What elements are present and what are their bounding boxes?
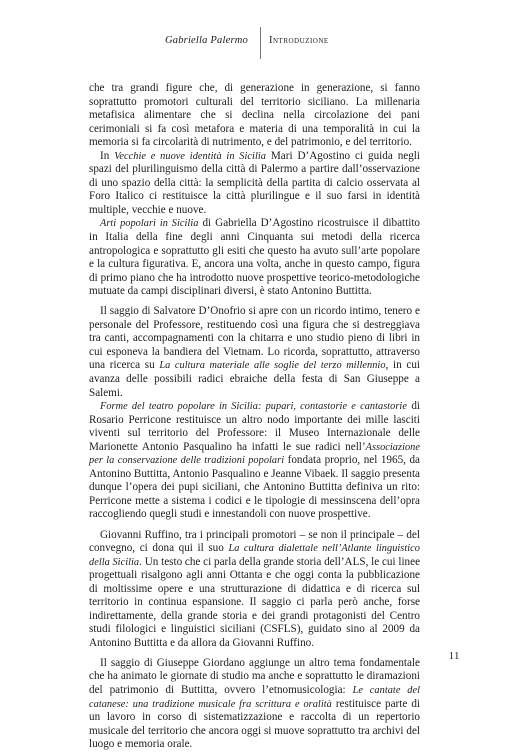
paragraph-4: Il saggio di Salvatore D’Onofrio si apre con un ricordo intimo, tenero e personale del Professore, restituendo così una figura che si destreggiava tra canti, accompagnamenti con la chitarra e uno studio pieno di libri in cui esponeva la bandiera del Vietnam. Lo ricorda, soprattutto, attraverso una ricerca su La cultura materiale alle soglie del terzo millennio, in cui avanza delle possibili radici ebraiche della festa di San Giuseppe a Salemi. [89,305,420,399]
paragraph-2: In Vecchie e nuove identità in Sicilia Mari D’Agostino ci guida negli spazi del plurilinguismo della città di Palermo a partire dall’osservazione di uno spazio della città: la semplicità della partita di calcio osservata al Foro Italico ci restituisce la città plurilingue e il suo farsi in identità multiple, vecchie e nuove. [89,149,420,216]
essay-title: Arti popolari in Sicilia [100,218,199,230]
paragraph-6: Giovanni Ruffino, tra i principali promotori – se non il principale – del convegno, ci dona qui il suo La cultura dialettale nell’Atlante linguistico della Sicilia. Un testo che ci parla della grande storia dell’ALS, le cui linee progettuali risalgono agli anni Ottanta e che oggi conta la pubblicazione di moltissime opere e una strutturazione di didattica e di ricerca sul territorio in continua espansione. Il saggio ci parla però anche, forse indirettamente, della grande storia e dei grandi protagonisti del Centro studi filologici e linguistici siciliani (CSFLS), guidato sino al 2009 da Antonino Buttitta e da allora da Giovanni Ruffino. [89,528,421,649]
page-number: 11 [448,651,460,662]
paragraph-7: Il saggio di Giuseppe Giordano aggiunge un altro tema fondamentale che ha animato le giornate di studio ma anche e soprattutto le diramazioni del patrimonio di Buttitta, ovvero l’etnomusicologia: Le cantate del catanese: una tradizione musicale fra scrittura e oralità restituisce parte di un lavoro in corso di sistematizzazione e raccolta di un repertorio musicale del territorio che ancora oggi si muove soprattutto tra archivi del luogo e memoria orale. [89,656,420,751]
paragraph-5: Forme del teatro popolare in Sicilia: pupari, contastorie e cantastorie di Rosario Perricone restituisce un altro nodo importante dei mille lasciti viventi sul territorio del Professore: il Museo Internazionale delle Marionette Antonio Pasqualino ha infatti le sue radici nell’Associazione per la conservazione delle tradizioni popolari fondata proprio, nel 1965, da Antonino Buttitta, Antonio Pasqualino e Jeanne Vibaek. Il saggio presenta dunque l’opera dei pupi siciliani, che Antonino Buttitta definiva un rito: Perricone mette a sistema i codici e le tipologie di messinscena dell’opra raccogliendo quegli studi e innestandoli con nuove prospettive. [89,400,420,521]
header-section-title: Introduzione [269,35,329,46]
paragraph-1: che tra grandi figure che, di generazione in generazione, si fanno soprattutto promotori culturali del territorio siciliano. La millenaria metafisica alimentare che si declina nella circolazione dei pani cerimoniali si fa così metafora e materia di una temporalità in cui la memoria si fa circolarità di nutrimento, e del patrimonio, e del territorio. [89,82,420,149]
header-author: Gabriella Palermo [164,35,248,46]
year: 1965 [380,454,404,467]
essay-title: Le cantate del catanese: una tradizione musicale fra scrittura e oralità [89,685,420,710]
essay-title: La cultura dialettale nell’Atlante linguistico della Sicilia [89,543,420,568]
association-name: Associazione per la conservazione delle tradizioni popolari [89,441,420,467]
header-divider [260,27,261,59]
essay-title: Forme del teatro popolare in Sicilia: pupari, contastorie e cantastorie [100,401,407,413]
essay-title: La cultura materiale alle soglie del terzo millennio [159,360,386,372]
body-text [89,82,420,752]
running-header [0,27,510,59]
essay-title: Vecchie e nuove identità in Sicilia [114,150,266,162]
paragraph-3: Arti popolari in Sicilia di Gabriella D’Agostino ricostruisce il dibattito in Italia della fine degli anni Cinquanta sui metodi della ricerca antropologica e soprattutto gli esiti che questo ha avuto sull’arte popolare e la cultura figurativa. E, ancora una volta, anche in questo campo, figura di primo piano che ha introdotto nuove prospettive teorico-metodologiche mutuate da campi disciplinari diversi, è stato Antonino Buttitta. [89,217,420,298]
year: 2009 [382,623,405,636]
